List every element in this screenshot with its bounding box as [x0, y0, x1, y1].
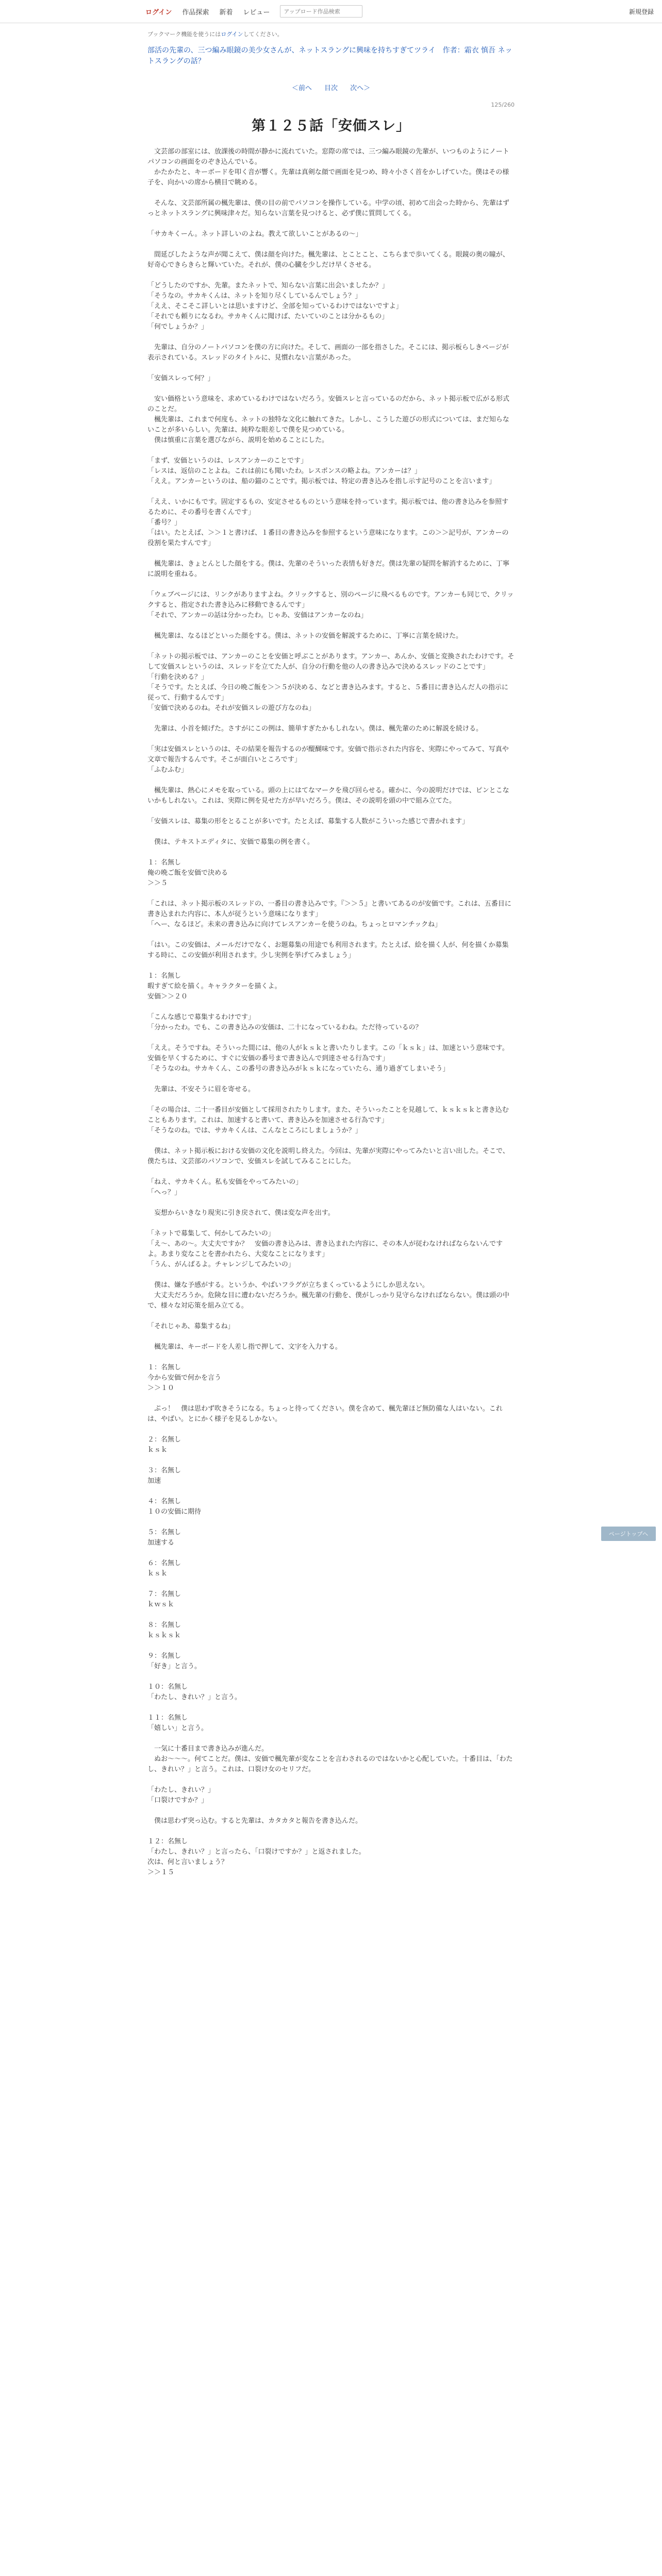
blank-line	[147, 889, 515, 899]
blank-line	[147, 1775, 515, 1785]
blank-line	[147, 775, 515, 786]
blank-line	[147, 1672, 515, 1682]
body-paragraph: 「それでも頼りになるわ。サカキくんに聞けば、たいていのことは分かるもの」	[147, 313, 389, 320]
blank-line	[147, 621, 515, 631]
body-paragraph: 「こんな感じで募集するわけです」	[147, 1013, 255, 1021]
blank-line	[147, 806, 515, 817]
page-number: 125/260	[491, 101, 515, 108]
blank-line	[147, 930, 515, 940]
body-paragraph: 僕は、ネット掲示板における安価の文化を説明し終えた。今回は、先輩が実際にやってみたいと言い出した。そこで、僕たちは、文芸部のパソコンで、安価スレを試してみることにした。	[147, 1147, 509, 1165]
body-paragraph: 「そうです。たとえば、今日の晩ご飯を＞＞５が決める、などと書き込みます。すると、５番目に書き込んだ人の指示に従って、行動するんです」	[147, 684, 508, 702]
body-paragraph: 「ええ。アンカーというのは、船の錨のことです。掲示板では、特定の書き込みを指し示す記号のことを言います」	[147, 478, 496, 485]
blank-line	[147, 714, 515, 724]
body-paragraph: 安い価格という意味を、求めているわけではないだろう。安価スレと言っているのだから、ネット掲示板で広がる形式のことだ。	[147, 395, 510, 413]
body-paragraph: ぷっ！ 僕は思わず吹きそうになる。ちょっと待ってください。僕を含めて、楓先輩ほど無防備な人はいない。これは、やばい。とにかく様子を見るしかない。	[147, 1405, 503, 1423]
body-paragraph: ８：名無し	[147, 1621, 181, 1629]
notice-prefix: ブックマーク機能を使うには	[147, 31, 221, 38]
body-paragraph: 「ふむふむ」	[147, 766, 188, 774]
body-paragraph: ｋｓｋ	[147, 1446, 168, 1454]
body-paragraph: 先輩は、小首を傾げた。さすがにこの例は、簡単すぎたかもしれない。僕は、楓先輩のために解説を続ける。	[147, 725, 483, 733]
blank-line	[147, 1517, 515, 1528]
blank-line	[147, 1198, 515, 1208]
body-paragraph: 「それじゃあ、募集するね」	[147, 1323, 235, 1330]
body-paragraph: 先輩は、自分のノートパソコンを僕の方に向けた。そして、画面の一部を指さした。そこには、掲示板らしきページが表示されている。スレッドのタイトルに、見慣れない言葉があった。	[147, 344, 509, 362]
body-paragraph: ＞＞５	[147, 879, 168, 887]
top-nav-right	[629, 0, 654, 23]
blank-line	[147, 219, 515, 229]
blank-line	[147, 1610, 515, 1620]
body-paragraph: １：名無し	[147, 972, 181, 980]
body-paragraph: １１：名無し	[147, 1714, 188, 1722]
body-paragraph: 「安価で決めるのね。それが安価スレの遊び方なのね」	[147, 704, 316, 712]
body-paragraph: 「うん、がんばるよ。チャレンジしてみたいの」	[147, 1261, 295, 1268]
body-paragraph: 僕は慎重に言葉を選びながら、説明を始めることにした。	[147, 436, 329, 444]
body-paragraph: 「ええ、いかにもです。固定するもの、安定させるものという意味を持っています。掲示板では、他の書き込みを参照するために、その番号を書くんです」	[147, 498, 509, 516]
body-paragraph: 「ネットで募集して、何かしてみたいの」	[147, 1230, 275, 1238]
body-paragraph: 「安価スレって何？」	[147, 375, 214, 382]
notice-login-link[interactable]: ログイン	[221, 31, 243, 38]
body-paragraph: 「へー、なるほど。未来の書き込みに向けてレスアンカーを使うのね。ちょっとロマンチックね」	[147, 921, 442, 928]
blank-line	[147, 240, 515, 250]
body-paragraph: 「サカキくーん。ネット詳しいのよね。教えて欲しいことがあるの～」	[147, 230, 362, 238]
blank-line	[147, 1734, 515, 1744]
blank-line	[147, 1806, 515, 1816]
body-paragraph: １２：名無し	[147, 1838, 188, 1845]
body-paragraph: 楓先輩は、熱心にメモを取っている。頭の上にはてなマークを飛び回らせる。確かに、今の説明だけでは、ピンとこないかもしれない。これは、実際に例を見せた方が早いだろう。僕は、その説明を頭の中で組み立てた。	[147, 787, 509, 805]
blank-line	[147, 188, 515, 198]
blank-line	[147, 1033, 515, 1043]
body-paragraph: １：名無し	[147, 1364, 181, 1371]
blank-line	[147, 1394, 515, 1404]
bookmark-notice	[147, 30, 515, 38]
top-nav-bar	[0, 0, 662, 23]
nav-new[interactable]: 新着	[219, 8, 233, 16]
body-paragraph: 「好き」と言う。	[147, 1663, 202, 1670]
blank-line	[147, 1332, 515, 1342]
blank-line	[147, 1218, 515, 1229]
blank-line	[147, 446, 515, 456]
body-paragraph: 「ねえ、サカキくん。私も安価をやってみたいの」	[147, 1178, 303, 1186]
chapter-title: 第１２５話「安価スレ」	[252, 118, 410, 134]
body-paragraph: 「そうなの。サカキくんは、ネットを知り尽くしているんでしょう？」	[147, 292, 362, 300]
body-paragraph: 先輩は、不安そうに眉を寄せる。	[147, 1086, 255, 1093]
body-paragraph: 次は、何と言いましょう？	[147, 1858, 228, 1866]
body-paragraph: 「ネットの掲示板では、アンカーのことを安価と呼ぶことがあります。アンカー、あんか、安価と変換されたわけです。そして安価スレというのは、スレッドを立てた人が、自分の行動を他の人の書き込みで決めるスレッドのことです」	[147, 653, 515, 671]
body-paragraph: 加速する	[147, 1539, 175, 1547]
blank-line	[147, 1167, 515, 1177]
body-paragraph: 「安価スレは、募集の形をとることが多いです。たとえば、募集する人数がこういった感じで書かれます」	[147, 818, 469, 825]
blank-line	[147, 734, 515, 744]
body-paragraph: 「口裂けですか？」	[147, 1797, 208, 1804]
next-chapter-link[interactable]: 次へ＞	[350, 84, 371, 92]
body-paragraph: ぬお～～～。何てことだ。僕は、安価で楓先輩が変なことを言わされるのではないかと心配していた。十番目は、「わたし、きれい？」と言う。これは、口裂け女のセリフだ。	[147, 1755, 513, 1773]
blank-line	[147, 363, 515, 374]
body-paragraph: ９：名無し	[147, 1652, 181, 1660]
body-paragraph: ｋｓｋ	[147, 1570, 168, 1578]
body-paragraph: １：名無し	[147, 859, 181, 867]
blank-line	[147, 1703, 515, 1713]
body-paragraph: 「それで、アンカーの話は分かったわ。じゃあ、安価はアンカーなのね」	[147, 612, 368, 619]
blank-line	[147, 1455, 515, 1466]
body-paragraph: 「実は安価スレというのは、その結果を報告するのが醍醐味です。安価で指示された内容を、実際にやってみて、写真や文章で報告するんです。そこが面白いところです」	[147, 745, 509, 764]
blank-line	[147, 641, 515, 652]
body-paragraph: かたかたと、キーボードを叩く音が響く。先輩は真剣な顔で画面を見つめ、時々小さく首をかしげていた。僕はその様子を、向かいの席から横目で眺める。	[147, 168, 509, 187]
blank-line	[147, 580, 515, 590]
blank-line	[147, 961, 515, 971]
body-paragraph: 文芸部の部室には、放課後の時間が静かに流れていた。窓際の席では、三つ編み眼鏡の先輩が、いつものようにノートパソコンの画面をのぞき込んでいる。	[147, 148, 509, 166]
body-paragraph: 「行動を決める？」	[147, 673, 208, 681]
body-paragraph: 「まず、安価というのは、レスアンカーのことです」	[147, 457, 308, 465]
prev-chapter-link[interactable]: ＜前へ	[291, 84, 312, 92]
body-paragraph: 「わたし、きれい？」	[147, 1786, 215, 1794]
blank-line	[147, 1352, 515, 1363]
blank-line	[147, 1548, 515, 1558]
body-paragraph: 「その場合は、二十一番目が安価として採用されたりします。また、そういったことを見越して、ｋｓｋｓｋと書き込むこともあります。これは、加速すると書いて、書き込みを加速させる行為です」	[147, 1106, 509, 1124]
body-paragraph: 間延びしたような声が聞こえて、僕は顔を向けた。楓先輩は、とことこと、こちらまで歩いてくる。眼鏡の奥の瞳が、好奇心できらきらと輝いていた。それが、僕の心臓を少しだけ早くさせる。	[147, 251, 509, 269]
blank-line	[147, 1826, 515, 1837]
body-paragraph: １０の安価に期待	[147, 1508, 202, 1516]
body-paragraph: 「わたし、きれい？」と言う。	[147, 1693, 242, 1701]
body-paragraph: 「これは、ネット掲示板のスレッドの、一番目の書き込みです。『＞＞５』と書いてあるのが安価です。これは、五番目に書き込まれた内容に、本人が従うという意味になります」	[147, 900, 511, 918]
body-paragraph: 「へっ？」	[147, 1189, 181, 1196]
blank-line	[147, 1136, 515, 1146]
chapter-pager	[147, 82, 515, 92]
body-paragraph: ＞＞１０	[147, 1384, 175, 1392]
body-paragraph: 僕は思わず突っ込む。すると先輩は、カタカタと報告を書き込んだ。	[147, 1817, 362, 1825]
body-paragraph: 「ウェブページには、リンクがありますよね。クリックすると、別のページに飛べるものです。アンカーも同じで、クリックすると、指定された書き込みに移動できるんです」	[147, 591, 514, 609]
blank-line	[147, 332, 515, 343]
body-paragraph: 俺の晩ご飯を安価で決める	[147, 869, 228, 877]
body-paragraph: 「え～、あの～。大丈夫ですか？ 安価の書き込みは、書き込まれた内容に、その本人が従わなければならないんですよ。あまり変なことを書かれたら、大変なことになります」	[147, 1240, 503, 1258]
body-paragraph: ＞＞１５	[147, 1869, 175, 1876]
blank-line	[147, 1486, 515, 1497]
content-column	[147, 30, 515, 1878]
body-paragraph: １０：名無し	[147, 1683, 188, 1691]
blank-line	[147, 827, 515, 837]
blank-line	[147, 1579, 515, 1589]
body-paragraph: 「そうなのね。サカキくん、この番号の書き込みがｋｓｋになっていたら、通り過ぎてしまいそう」	[147, 1065, 450, 1073]
body-paragraph: 「何でしょうか？」	[147, 323, 208, 331]
body-paragraph: 楓先輩は、キーボードを人差し指で押して、文字を入力する。	[147, 1343, 342, 1351]
notice-suffix: してください。	[243, 31, 283, 38]
body-paragraph: 「嬉しい」と言う。	[147, 1724, 208, 1732]
body-paragraph: 「はい。この安価は、メールだけでなく、お題募集の用途でも利用されます。たとえば、絵を描く人が、何を描くか募集する時に、この安価が利用されます。少し実例を挙げてみましょう」	[147, 941, 509, 959]
body-paragraph: ３：名無し	[147, 1467, 181, 1475]
body-paragraph: ５：名無し	[147, 1529, 181, 1536]
login-link[interactable]: ログイン	[145, 8, 172, 16]
body-paragraph: 僕は、嫌な予感がする。というか、やばいフラグが立ちまくっているようにしか思えない。	[147, 1281, 429, 1289]
blank-line	[147, 270, 515, 281]
body-paragraph: 今から安価で何かを言う	[147, 1374, 222, 1382]
body-paragraph: 「わたし、きれい？」と言ったら、「口裂けですか？」と返されました。	[147, 1848, 366, 1856]
body-paragraph: ７：名無し	[147, 1590, 181, 1598]
body-paragraph: そんな、文芸部所属の楓先輩は、僕の目の前でパソコンを操作している。中学の頃、初めて出会った時から、先輩はずっとネットスラングに興味津々だ。知らない言葉を見つけると、必ず僕に質問してくる。	[147, 199, 509, 217]
body-paragraph: 「分かったわ。でも、この書き込みの安価は、二十になっているわね。ただ待っているの？	[147, 1024, 422, 1031]
body-paragraph: 僕は、テキストエディタに、安価で募集の例を書く。	[147, 838, 314, 846]
body-paragraph: 妄想からいきなり現実に引き戻されて、僕は変な声を出す。	[147, 1209, 335, 1217]
blank-line	[147, 848, 515, 858]
top-nav-inner	[145, 0, 362, 23]
body-paragraph: 安価＞＞２０	[147, 993, 188, 1001]
register-link[interactable]: 新規登録	[628, 8, 654, 15]
blank-line	[147, 1641, 515, 1651]
body-paragraph: 楓先輩は、きょとんとした顔をする。僕は、先輩のそういった表情も好きだ。僕は先輩の疑問を解消するために、丁寧に説明を重ねる。	[147, 560, 510, 578]
nav-review[interactable]: レビュー	[243, 8, 270, 16]
body-paragraph: 「ええ、そこそこ詳しいとは思いますけど、全部を知っているわけではないですよ」	[147, 302, 403, 310]
blank-line	[147, 1311, 515, 1321]
body-paragraph: 楓先輩は、これまで何度も、ネットの独特な文化に触れてきた。しかし、こうした遊びの形式については、まだ知らないことが多いらしい。先輩は、純粋な眼差しで僕を見つめている。	[147, 416, 509, 434]
index-link[interactable]: 目次	[324, 84, 338, 92]
blank-line	[147, 487, 515, 497]
blank-line	[147, 1425, 515, 1435]
story-title-link[interactable]: 部活の先輩の、三つ編み眼鏡の美少女さんが、ネットスラングに興味を持ちすぎてツライ 作者：霜衣 慎吾 ネットスラングの話？	[147, 46, 512, 65]
blank-line	[147, 384, 515, 394]
body-paragraph: 「番号？」	[147, 519, 181, 527]
blank-line	[147, 1002, 515, 1012]
body-paragraph: ｋｓｋｓｋ	[147, 1632, 181, 1639]
body-paragraph: 「レスは、返信のことよね。これは前にも聞いたわ。レスポンスの略よね。アンカーは？」	[147, 467, 421, 475]
body-paragraph: 大丈夫だろうか。危険な目に遭わないだろうか。楓先輩の行動を、僕がしっかり見守らなければならない。僕は頭の中で、様々な対応策を組み立てる。	[147, 1292, 510, 1310]
body-paragraph: ６：名無し	[147, 1560, 181, 1567]
page-top-button[interactable]: ページトップへ	[601, 1527, 656, 1541]
search-input[interactable]	[280, 5, 362, 18]
body-paragraph: 「ええ。そうですね。そういった間には、他の人がｋｓｋと書いたりします。この「ｋｓｋ」は、加速という意味です。安価を早くするために、すぐに安価の番号まで書き込んで到達させる行為です」	[147, 1044, 509, 1062]
blank-line	[147, 1270, 515, 1280]
nav-explore[interactable]: 作品探索	[182, 8, 209, 16]
body-paragraph: 暇すぎて絵を描く。キャラクターを描くよ。	[147, 982, 282, 990]
body-paragraph: 加速	[147, 1477, 161, 1485]
blank-line	[147, 1095, 515, 1105]
body-paragraph: ｋｗｓｋ	[147, 1601, 175, 1608]
body-paragraph: ４：名無し	[147, 1498, 181, 1505]
body-paragraph: 「どうしたのですか、先輩。またネットで、知らない言葉に出会いましたか？」	[147, 282, 389, 290]
body-paragraph: 楓先輩は、なるほどといった顔をする。僕は、ネットの安価を解説するために、丁寧に言葉を続けた。	[147, 632, 463, 640]
body-paragraph: 「そうなのね。では、サカキくんは、こんなところにしましょうか？」	[147, 1127, 362, 1134]
blank-line	[147, 549, 515, 559]
chapter-body	[147, 147, 515, 1878]
blank-line	[147, 1074, 515, 1084]
body-paragraph: 一気に十番目まで書き込みが進んだ。	[147, 1745, 269, 1753]
body-paragraph: 「はい。たとえば、＞＞１と書けば、１番目の書き込みを参照するという意味になります。この＞＞記号が、アンカーの役割を果たすんです」	[147, 529, 509, 547]
body-paragraph: ２：名無し	[147, 1436, 181, 1444]
